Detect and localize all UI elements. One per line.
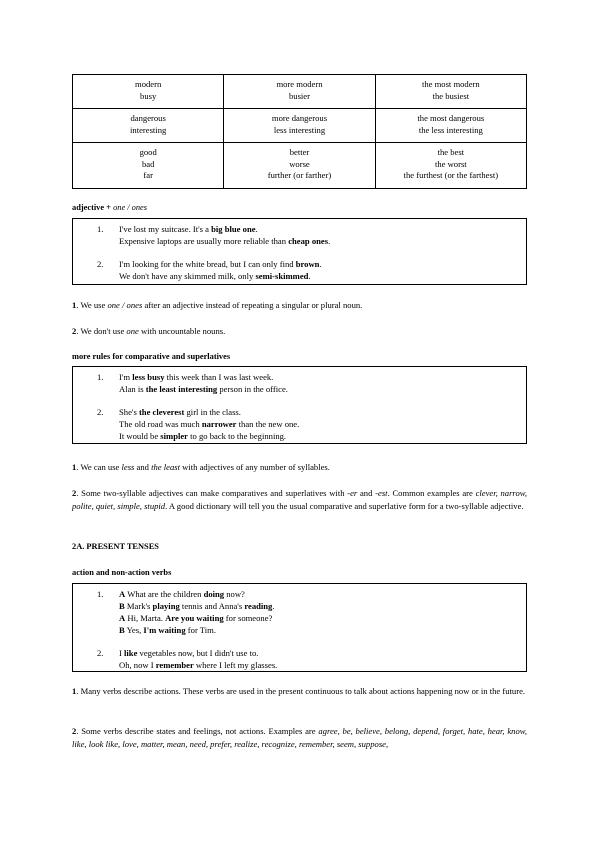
example-item: 2. I'm looking for the white bread, but I can only find brown. We don't have any skimmed milk, only semi-skimmed. [97, 259, 322, 281]
section-heading-action-verbs: action and non-action verbs [72, 568, 172, 577]
example-item: 2. I like vegetables now, but I didn't use to. Oh, now I remember where I left my glasses. [97, 648, 278, 670]
table-cell: more dangerous less interesting [224, 109, 375, 143]
example-item: 1. A What are the children doing now? B Mark's playing tennis and Anna's reading. A Hi, Marta. Are you waiting for someone? B Yes, I'm waiting for Tim. [97, 589, 275, 635]
dialogue-line: B Mark's playing tennis and Anna's reading. [119, 601, 275, 611]
example-box [72, 218, 527, 285]
table-cell: dangerous interesting [73, 109, 224, 143]
example-line: Oh, now I remember where I left my glasses. [119, 660, 278, 670]
table-cell: the most dangerous the less interesting [375, 109, 526, 143]
table-cell: the best the worst the furthest (or the farthest) [375, 143, 526, 189]
dialogue-line: A What are the children doing now? [119, 589, 245, 599]
dialogue-line: A Hi, Marta. Are you waiting for someone? [119, 613, 273, 623]
example-line: I've lost my suitcase. It's a big blue one. [119, 224, 258, 234]
example-line: Alan is the least interesting person in the office. [119, 384, 288, 394]
example-line: It would be simpler to go back to the beginning. [119, 431, 287, 441]
rule-note: 2. Some verbs describe states and feelings, not actions. Examples are agree, be, believe, belong, depend, forget, hate, hear, know, like, look like, love, matter, mean, need, prefer, realize, recognize, remember, seem, suppose, [72, 726, 527, 749]
example-line: I'm less busy this week than I was last week. [119, 372, 274, 382]
example-line: She's the cleverest girl in the class. [119, 407, 241, 417]
example-line: I like vegetables now, but I didn't use to. [119, 648, 259, 658]
table-cell: modern busy [73, 75, 224, 109]
rule-note: 1. We use one / ones after an adjective instead of repeating a singular or plural noun. [72, 300, 363, 310]
example-line: I'm looking for the white bread, but I can only find brown. [119, 259, 322, 269]
rule-note: 2. Some two-syllable adjectives can make comparatives and superlatives with -er and -est. Common examples are clever, narrow, polite, quiet, simple, stupid. A good dictionary will tell you the usual comparative and superlative form for a two-syllable adjective. [72, 488, 527, 511]
table-row [73, 75, 527, 109]
chapter-title: 2A. PRESENT TENSES [72, 542, 159, 551]
table-row [73, 143, 527, 189]
example-line: Expensive laptops are usually more reliable than cheap ones. [119, 236, 331, 246]
rule-note: 1. We can use less and the least with adjectives of any number of syllables. [72, 462, 330, 472]
rule-note: 2. We don't use one with uncountable nouns. [72, 326, 226, 336]
comparison-table [72, 74, 527, 189]
example-line: The old road was much narrower than the new one. [119, 419, 300, 429]
example-item: 1. I'm less busy this week than I was last week. Alan is the least interesting person in the office. [97, 372, 288, 394]
example-line: We don't have any skimmed milk, only semi-skimmed. [119, 271, 311, 281]
section-heading-comparatives: more rules for comparative and superlatives [72, 352, 231, 361]
example-item: 1. I've lost my suitcase. It's a big blue one. Expensive laptops are usually more reliable than cheap ones. [97, 224, 331, 246]
rule-note: 1. Many verbs describe actions. These verbs are used in the present continuous to talk about actions happening now or in the future. [72, 686, 526, 696]
table-row [73, 109, 527, 143]
table-cell: the most modern the busiest [375, 75, 526, 109]
table-cell: better worse further (or farther) [224, 143, 375, 189]
example-item: 2. She's the cleverest girl in the class. The old road was much narrower than the new one. It would be simpler to go back to the beginning. [97, 407, 300, 441]
example-box [72, 583, 527, 672]
table-cell: good bad far [73, 143, 224, 189]
dialogue-line: B Yes, I'm waiting for Tim. [119, 625, 216, 635]
example-box [72, 366, 527, 444]
table-cell: more modern busier [224, 75, 375, 109]
section-heading-one-ones: adjective + one / ones [72, 203, 148, 212]
